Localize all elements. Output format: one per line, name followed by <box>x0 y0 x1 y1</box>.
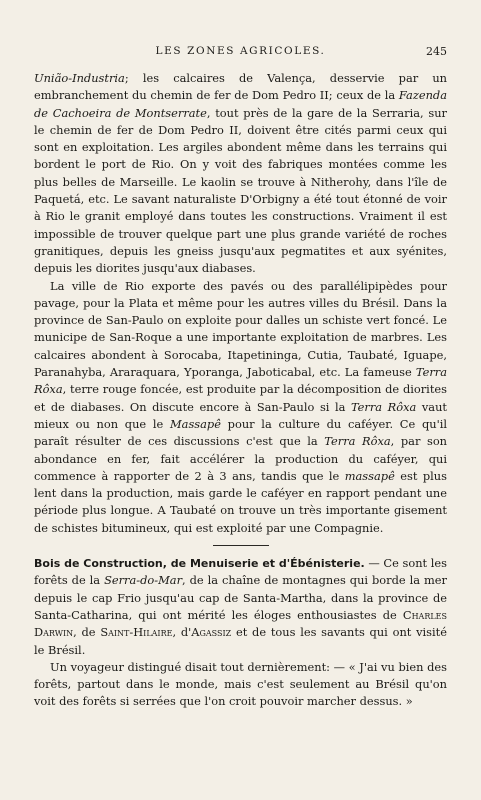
text-run: La ville de Rio exporte des pavés ou des parallélipipèdes pour pavage, pour la Plata et même pour les autres villes du Brésil. Dans la province de San-Paulo on exploite pour dalles un schiste vert foncé. Le municipe de San-Roque a une importante exploitation de marbres. Les calcaires abondent à Sorocaba, Itapetininga, Cutia, Taubaté, Iguape, Paranahyba, Araraquara, Yporanga, Jaboticabal, etc. La fameuse <box>34 278 447 380</box>
body-text <box>34 70 447 711</box>
text-run: vaut mieux ou non que le <box>34 399 448 431</box>
person-name: Charles Darwin <box>34 607 447 640</box>
italic-term: Terra Rôxa <box>324 434 391 449</box>
italic-term: Massapê <box>169 416 221 431</box>
italic-term: Terra Rôxa <box>350 399 417 414</box>
running-head-title: LES ZONES AGRICOLES. <box>155 45 326 57</box>
paragraph-2 <box>34 278 447 537</box>
paragraph-1 <box>34 70 447 278</box>
text-run: , terre rouge foncée, est produite par la décomposition de diorites et de diabases. On discute encore à San-Paulo si la <box>34 382 447 414</box>
text-run: , tout près de la gare de la Serraria, sur le chemin de fer de Dom Pedro II, doivent être cités parmi ceux qui sont en exploitation. Les argiles abondent même dans les terrains qui bordent le port de Rio. On y voit des fabriques montées comme les plus belles de Marseille. Le kaolin se trouve à Nitherohy, dans l'île de Paquetá, etc. Le savant naturaliste D'Orbigny a été tout étonné de voir à Rio le granit employé dans toutes les constructions. Vraiment il est impossible de trouver quelque part une plus grande variété de roches granitiques, depuis les gneiss jusqu'aux pegmatites et aux syénites, depuis les diorites jusqu'aux diabases. <box>34 105 447 276</box>
text-run: , de la chaîne de montagnes qui borde la mer depuis le cap Frio jusqu'au cap de Santa-Martha, dans la province de Santa-Catharina, qui ont mérité les éloges enthousiastes de <box>34 573 447 622</box>
section-heading: Bois de Construction, de Menuiserie et d'Ébénisterie. <box>34 557 365 571</box>
text-run: et de tous les savants qui ont visité le Brésil. <box>34 625 447 657</box>
text-run: , d' <box>172 625 192 640</box>
text-run: pour la culture du caféyer. Ce qu'il paraît résulter de ces discussions c'est que la <box>34 416 447 449</box>
page-number: 245 <box>426 45 447 58</box>
text-run: ; les calcaires de Valença, desservie par un embranchement du chemin de fer de Dom Pedro II; ceux de la <box>34 71 447 103</box>
text-run: est plus lent dans la production, mais garde le caféyer en rapport pendant une période plus longue. A Taubaté on trouve un très importante gisement de schistes bitumineux, qui est exploité par une Compagnie. <box>34 468 447 535</box>
italic-term: massapê <box>344 468 395 483</box>
text-run: , de <box>73 625 101 640</box>
italic-term: União-Industria <box>34 71 125 85</box>
italic-term: Terra Rôxa <box>34 365 447 397</box>
person-name: Agassiz <box>191 625 232 640</box>
person-name: Saint-Hilaire <box>100 625 173 640</box>
paragraph-3 <box>34 555 447 659</box>
italic-term: Serra-do-Mar <box>104 573 183 588</box>
paragraph-4 <box>34 659 447 711</box>
section-divider <box>213 545 269 546</box>
text-run: — Ce sont les forêts de la <box>34 556 447 588</box>
italic-term: Fazenda de Cachoeira de Montserrate <box>34 88 447 120</box>
text-run: Un voyageur distingué disait tout dernièrement: — « J'ai vu bien des forêts, partout dans le monde, mais c'est seulement au Brésil qu'on voit des forêts si serrées que l'on croit pouvoir marcher dessus. » <box>34 659 447 709</box>
text-run: , par son abondance en fer, fait accélérer la production du caféyer, qui commence à rapporter de 2 à 3 ans, tandis que le <box>34 434 448 483</box>
running-head <box>34 45 447 63</box>
